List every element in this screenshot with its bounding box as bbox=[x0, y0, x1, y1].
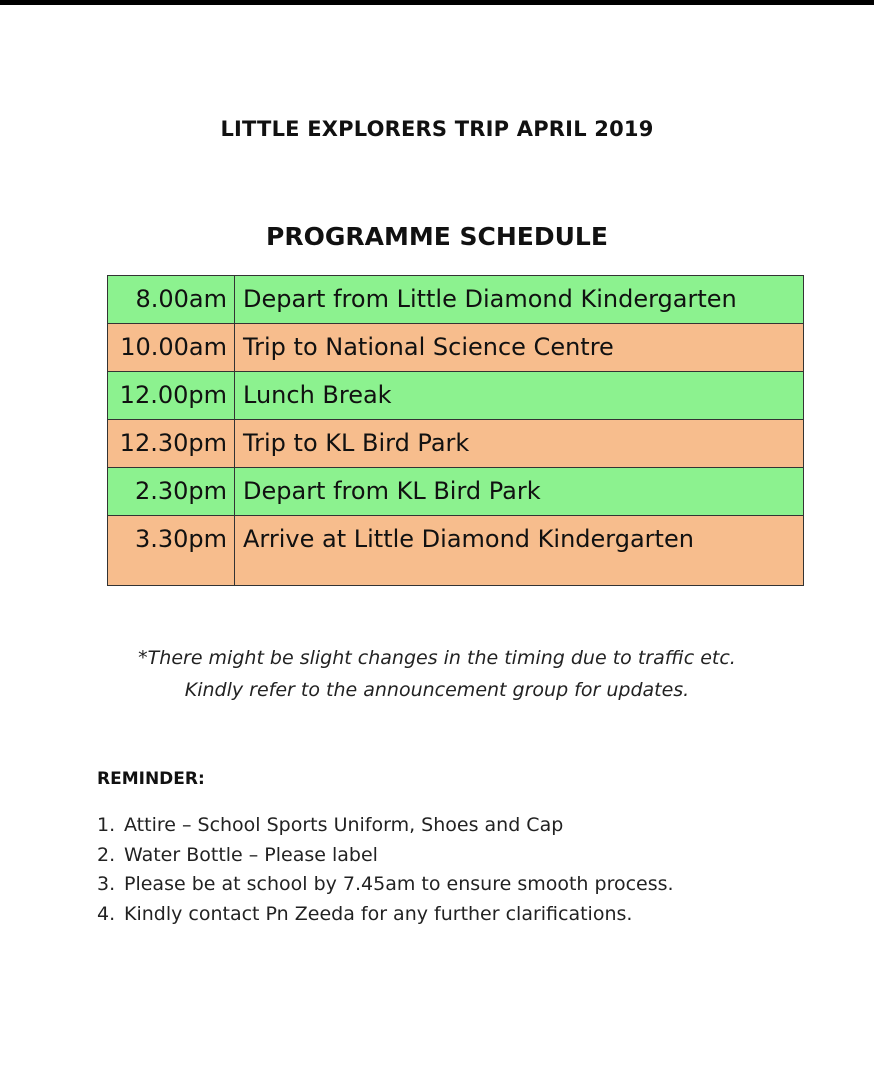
schedule-time: 10.00am bbox=[108, 324, 235, 372]
schedule-time: 12.00pm bbox=[108, 372, 235, 420]
schedule-row bbox=[108, 324, 804, 372]
list-number: 2. bbox=[97, 843, 116, 866]
list-number: 3. bbox=[97, 873, 116, 895]
updates-note: Kindly refer to the announcement group for updates. bbox=[184, 679, 690, 701]
schedule-row bbox=[108, 420, 804, 468]
document-title: LITTLE EXPLORERS TRIP APRIL 2019 bbox=[220, 117, 654, 141]
schedule-row bbox=[108, 516, 804, 586]
schedule-activity: Depart from Little Diamond Kindergarten bbox=[235, 276, 804, 324]
list-item bbox=[97, 870, 674, 900]
schedule-time: 8.00am bbox=[108, 276, 235, 324]
schedule-table bbox=[107, 275, 804, 586]
list-text: Kindly contact Pn Zeeda for any further clarifications. bbox=[124, 902, 633, 925]
list-item bbox=[97, 841, 674, 871]
list-text: Please be at school by 7.45am to ensure smooth process. bbox=[124, 873, 674, 895]
list-text: Attire – School Sports Uniform, Shoes and Cap bbox=[124, 814, 564, 836]
schedule-row bbox=[108, 468, 804, 516]
timing-note: *There might be slight changes in the timing due to traffic etc. bbox=[138, 647, 736, 669]
reminder-list bbox=[97, 811, 674, 929]
top-border bbox=[0, 0, 874, 5]
schedule-activity: Depart from KL Bird Park bbox=[235, 468, 804, 516]
list-item bbox=[97, 811, 674, 841]
list-number: 1. bbox=[97, 814, 116, 836]
list-text: Water Bottle – Please label bbox=[124, 843, 378, 866]
schedule-title: PROGRAMME SCHEDULE bbox=[266, 222, 608, 251]
schedule-activity: Trip to National Science Centre bbox=[235, 324, 804, 372]
schedule-activity: Arrive at Little Diamond Kindergarten bbox=[235, 516, 804, 586]
schedule-time: 12.30pm bbox=[108, 420, 235, 468]
reminder-heading: REMINDER: bbox=[97, 769, 205, 789]
schedule-activity: Trip to KL Bird Park bbox=[235, 420, 804, 468]
schedule-time: 2.30pm bbox=[108, 468, 235, 516]
list-item bbox=[97, 900, 674, 930]
schedule-row bbox=[108, 372, 804, 420]
list-number: 4. bbox=[97, 902, 116, 925]
schedule-row bbox=[108, 276, 804, 324]
schedule-time: 3.30pm bbox=[108, 516, 235, 586]
schedule-activity: Lunch Break bbox=[235, 372, 804, 420]
